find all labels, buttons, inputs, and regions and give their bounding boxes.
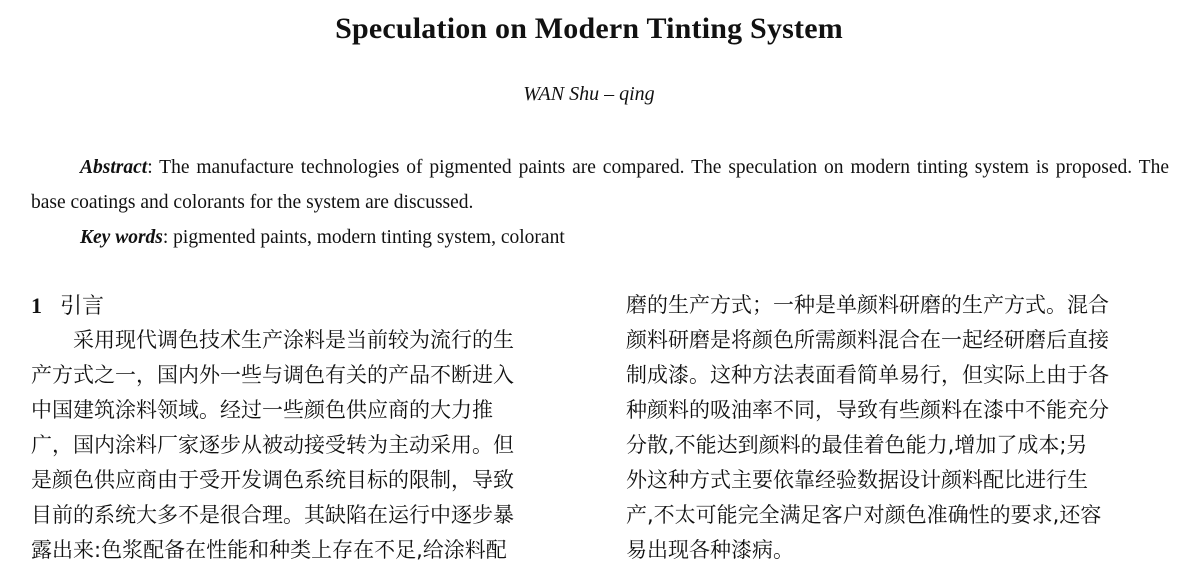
body-line: 产方式之一，国内外一些与调色有关的产品不断进入 (31, 363, 514, 387)
body-line: 是颜色供应商由于受开发调色系统目标的限制，导致 (31, 468, 514, 492)
body-line: 广，国内涂料厂家逐步从被动接受转为主动采用。但 (31, 433, 514, 457)
section-number: 1 (31, 293, 42, 318)
body-line: 外这种方式主要依靠经验数据设计颜料配比进行生 (626, 468, 1088, 492)
right-column (626, 288, 1171, 568)
body-line: 制成漆。这种方法表面看简单易行，但实际上由于各 (626, 363, 1109, 387)
body-line: 目前的系统大多不是很合理。其缺陷在运行中逐步暴 (31, 503, 514, 527)
body-line: 产,不太可能完全满足客户对颜色准确性的要求,还容 (626, 503, 1102, 527)
body-line: 磨的生产方式；一种是单颜料研磨的生产方式。混合 (626, 293, 1109, 317)
left-column (31, 288, 578, 568)
keywords-label: Key words (80, 227, 163, 248)
body-line: 易出现各种漆病。 (626, 538, 794, 562)
body-line: 分散,不能达到颜料的最佳着色能力,增加了成本;另 (626, 433, 1088, 457)
keywords-sep: : (162, 227, 169, 248)
body-line: 露出来:色浆配备在性能和种类上存在不足,给涂料配 (31, 538, 507, 562)
abstract-paragraph (31, 150, 1169, 220)
keywords-text: pigmented paints, modern tinting system, colorant (168, 227, 565, 248)
abstract-label: Abstract (80, 157, 148, 178)
keywords-paragraph (80, 220, 1170, 255)
section-heading (31, 288, 578, 323)
body-line: 种颜料的吸油率不同，导致有些颜料在漆中不能充分 (626, 398, 1109, 422)
body-line: 中国建筑涂料领域。经过一些颜色供应商的大力推 (31, 398, 493, 422)
paper-title: Speculation on Modern Tinting System (335, 12, 843, 45)
section-title: 引言 (60, 294, 105, 319)
abstract-text: The manufacture technologies of pigmented paints are compared. The speculation on modern tinting system is proposed. The base coatings and colorants for the system are discussed. (31, 157, 1169, 213)
author-name: WAN Shu – qing (523, 83, 655, 105)
abstract-sep: : (147, 157, 153, 178)
body-line: 颜料研磨是将颜色所需颜料混合在一起经研磨后直接 (626, 328, 1109, 352)
body-line: 采用现代调色技术生产涂料是当前较为流行的生 (31, 328, 514, 352)
